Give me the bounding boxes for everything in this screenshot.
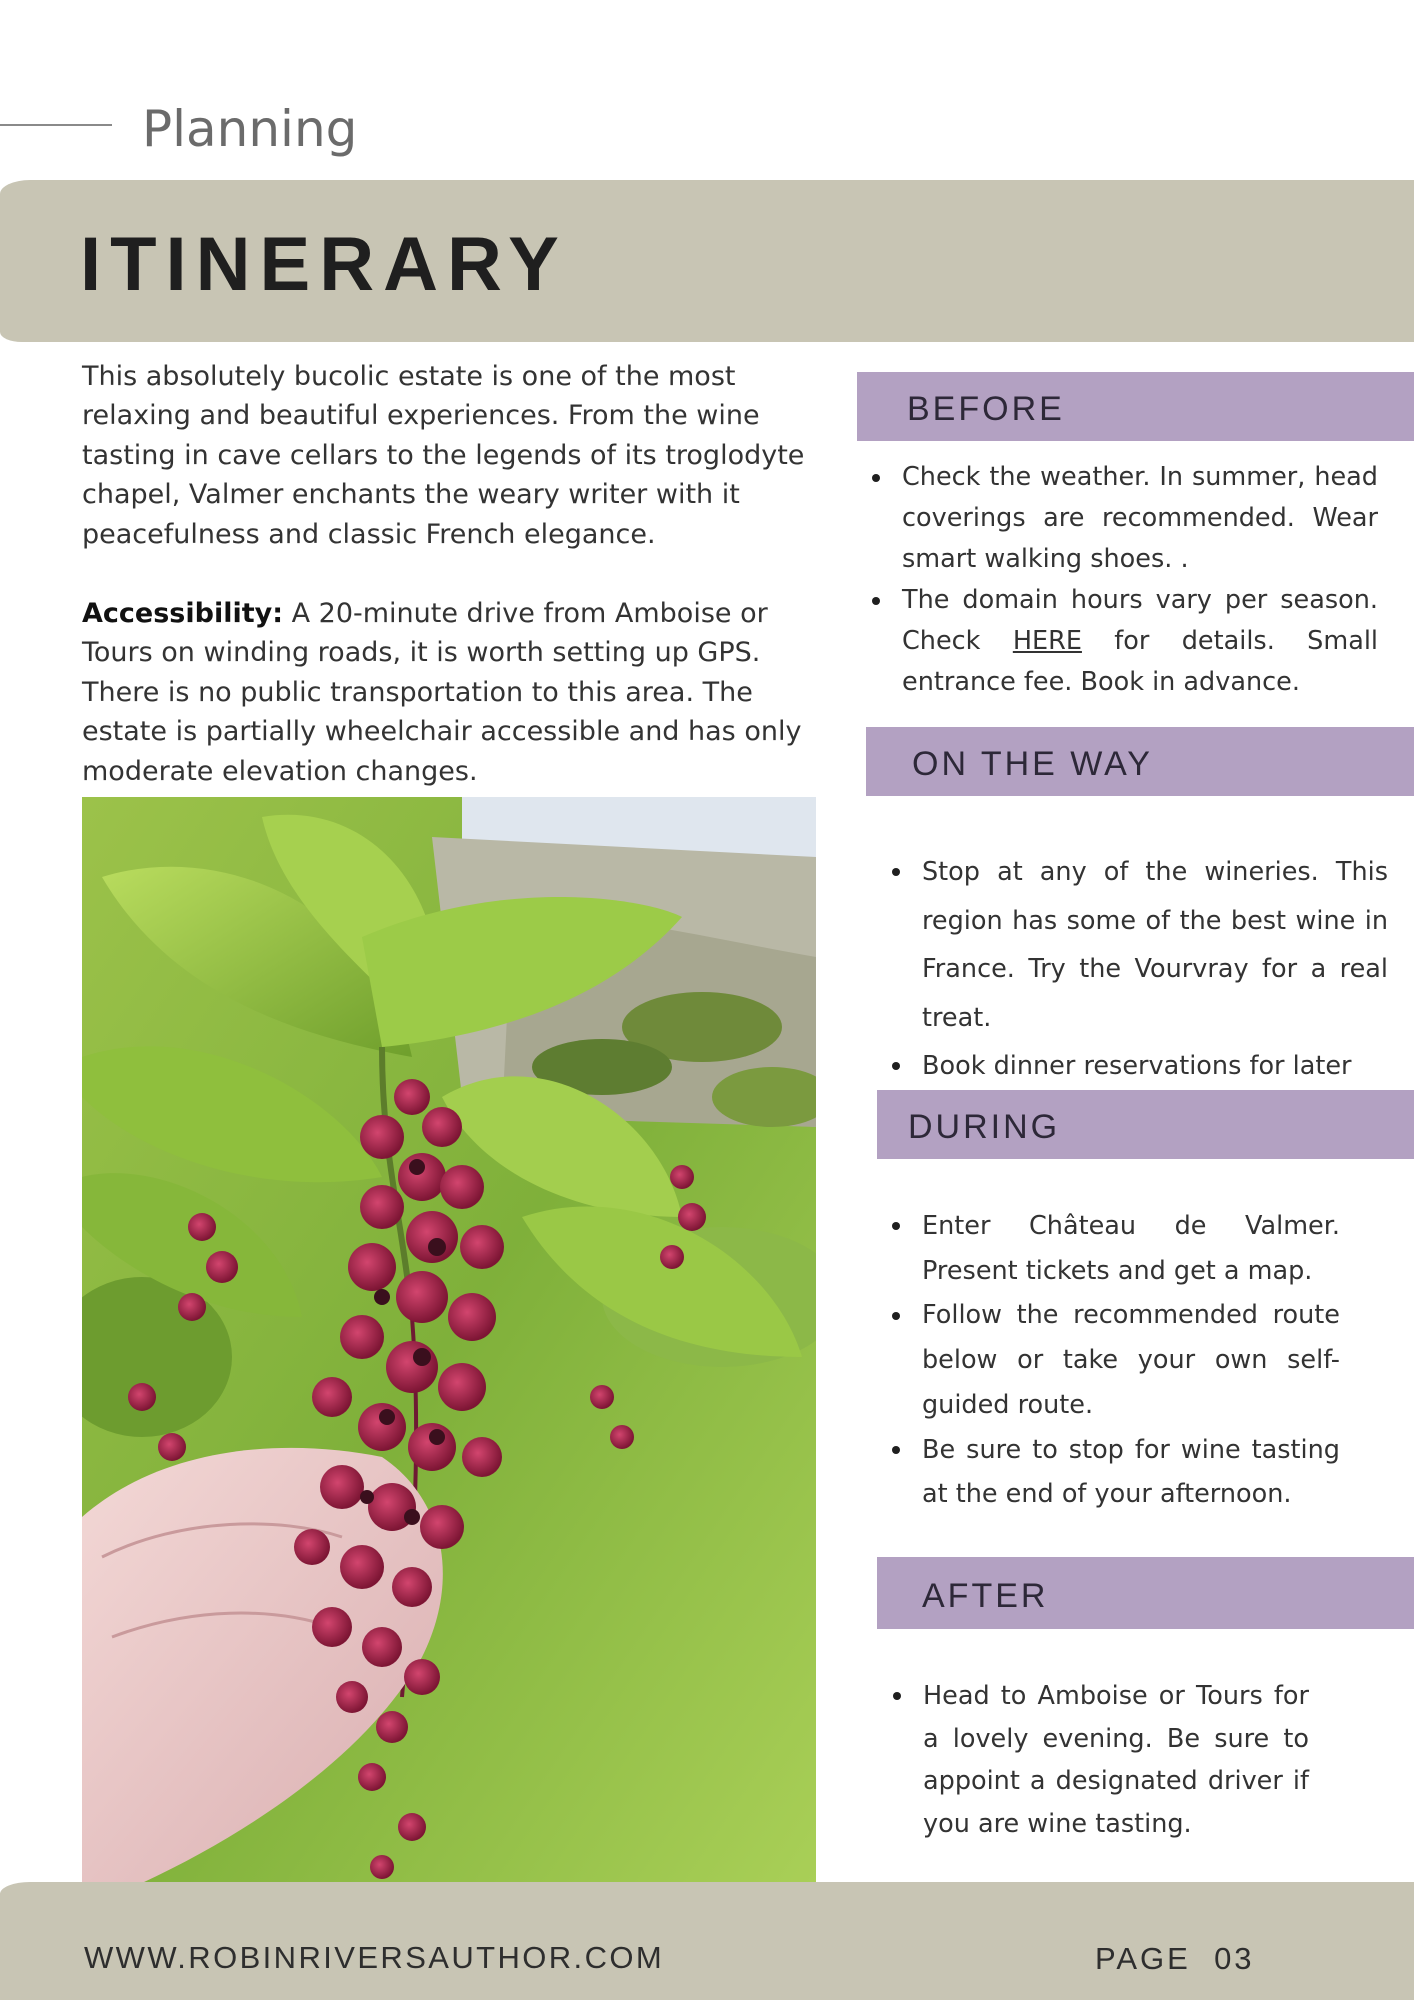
header-rule [0, 124, 112, 126]
during-item-3-text: Be sure to stop for wine tasting at the end of your afternoon. [922, 1434, 1340, 1510]
on-the-way-list [922, 848, 1388, 1091]
intro-text [82, 357, 820, 791]
list-item [922, 1428, 1340, 1517]
flower-photo [82, 797, 816, 1883]
list-item [922, 1204, 1340, 1293]
list-item [923, 1675, 1309, 1846]
after-list [923, 1675, 1309, 1846]
hours-link[interactable]: HERE [1012, 626, 1082, 656]
on-the-way-title: ON THE WAY [912, 745, 1153, 783]
before-item-2-post: for details. Small entrance fee. Book in advance. [902, 626, 1378, 697]
before-item-2-pre: The domain hours vary per season. Check [902, 585, 1378, 656]
before-title: BEFORE [907, 390, 1065, 428]
after-item-1-text: Head to Amboise or Tours for a lovely evening. Be sure to appoint a designated driver if you are wine tasting. [923, 1681, 1309, 1840]
section-kicker: Planning [142, 100, 358, 158]
accessibility-text: A 20-minute drive from Amboise or Tours on winding roads, it is worth setting up GPS. There is no public transportation to this area. The estate is partially wheelchair accessible and has only moderate elevation changes. [82, 598, 802, 787]
during-item-1-text: Enter Château de Valmer. Present tickets and get a map. [922, 1211, 1340, 1286]
on-the-way-item-2-text: Book dinner reservations for later [922, 1051, 1352, 1081]
during-item-2-text: Follow the recommended route below or take your own self-guided route. [922, 1300, 1340, 1420]
intro-paragraph: This absolutely bucolic estate is one of the most relaxing and beautiful experiences. From the wine tasting in cave cellars to the legends of its troglodyte chapel, Valmer enchants the weary writer with it peacefulness and classic French elegance. [82, 361, 805, 550]
footer-website: WWW.ROBINRIVERSAUTHOR.COM [84, 1940, 665, 1975]
page-number: PAGE 03 [1095, 1941, 1255, 1976]
flower-photo-illustration [82, 797, 816, 1883]
during-title: DURING [908, 1108, 1061, 1146]
before-item-1-text: Check the weather. In summer, head coverings are recommended. Wear smart walking shoes. . [902, 462, 1378, 574]
before-list [902, 457, 1378, 703]
page-title: ITINERARY [80, 222, 568, 307]
accessibility-label: Accessibility: [82, 598, 284, 630]
list-item [922, 1293, 1340, 1427]
on-the-way-item-1-text: Stop at any of the wineries. This region has some of the best wine in France. Try the Vourvray for a real treat. [922, 857, 1388, 1033]
during-list [922, 1204, 1340, 1517]
list-item [902, 457, 1378, 580]
list-item [922, 1042, 1388, 1091]
after-title: AFTER [922, 1577, 1049, 1615]
list-item [922, 848, 1388, 1042]
list-item [902, 580, 1378, 703]
accessibility-paragraph [82, 594, 820, 791]
